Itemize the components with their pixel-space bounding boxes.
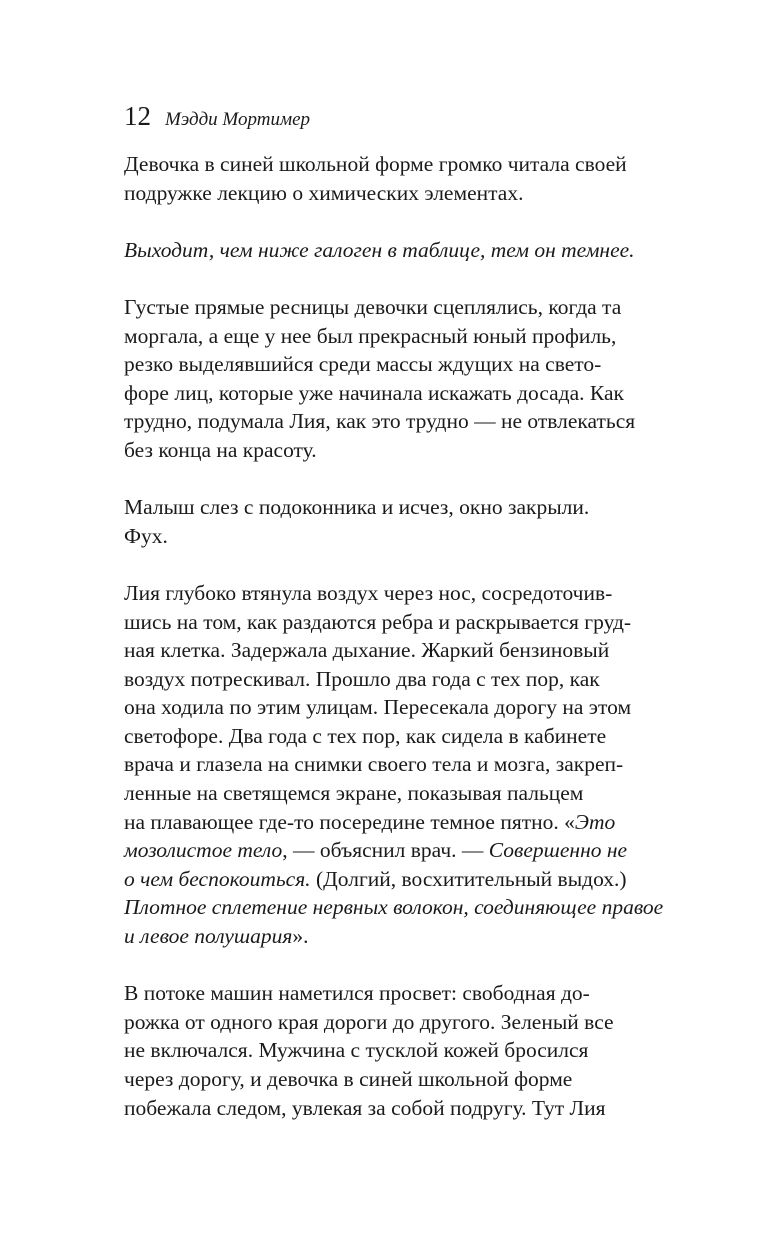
text-run: рожка от одного края дороги до другого. Зеленый все [124, 1009, 614, 1034]
text-run: Фух. [124, 523, 168, 548]
text-line [124, 608, 690, 637]
text-line [124, 579, 690, 608]
text-line [124, 322, 690, 351]
page-number: 12 [124, 101, 151, 131]
text-run: резко выделявшийся среди массы ждущих на свето- [124, 352, 602, 377]
text-run: подружке лекцию о химических элементах. [124, 180, 524, 205]
paragraph-gap [124, 951, 690, 980]
text-line [124, 779, 690, 808]
text-run: не включался. Мужчина с тусклой кожей бросился [124, 1038, 589, 1063]
text-line [124, 893, 690, 922]
text-line [124, 436, 690, 465]
italic-text-run: Плотное сплетение нервных волокон, соединяющее правое [124, 895, 664, 920]
text-run: шись на том, как раздаются ребра и раскрывается груд- [124, 609, 632, 634]
text-run: моргала, а еще у нее был прекрасный юный профиль, [124, 323, 617, 348]
text-run: В потоке машин наметился просвет: свободная до- [124, 981, 590, 1006]
text-line [124, 693, 690, 722]
text-run: ленные на светящемся экране, показывая пальцем [124, 781, 584, 806]
text-line [124, 407, 690, 436]
text-run: форе лиц, которые уже начинала искажать досада. Как [124, 380, 624, 405]
text-run: (Долгий, восхитительный выдох.) [310, 866, 627, 891]
italic-text-run: Выходит, чем ниже галоген в таблице, тем он темнее. [124, 237, 635, 262]
text-line [124, 979, 690, 1008]
text-run: ная клетка. Задержала дыхание. Жаркий бензиновый [124, 638, 610, 663]
text-line [124, 293, 690, 322]
text-line [124, 922, 690, 951]
text-line [124, 1036, 690, 1065]
text-run: через дорогу, и девочка в синей школьной форме [124, 1067, 573, 1091]
text-line [124, 836, 690, 865]
text-run: , — объяснил врач. — [282, 838, 489, 863]
text-run: Лия глубоко втянула воздух через нос, сосредоточив- [124, 580, 613, 605]
italic-text-run: и левое полушария [124, 924, 293, 949]
paragraph [124, 293, 690, 465]
text-line [124, 179, 690, 208]
text-run: на плавающее где-то посередине темное пятно. « [124, 809, 575, 834]
text-line [124, 493, 690, 522]
text-line [124, 1094, 690, 1123]
text-run: без конца на красоту. [124, 437, 317, 462]
text-run: Густые прямые ресницы девочки сцеплялись, когда та [124, 294, 622, 319]
paragraph-gap [124, 207, 690, 236]
italic-text-run: Совершенно не [488, 838, 628, 863]
paragraph-gap [124, 550, 690, 579]
text-line [124, 865, 690, 894]
text-run: она ходила по этим улицам. Пересекала дорогу на этом [124, 695, 632, 720]
text-line [124, 236, 690, 265]
text-line [124, 1065, 690, 1094]
text-line [124, 522, 690, 551]
italic-text-run: о чем беспокоиться. [124, 866, 311, 891]
paragraph [124, 493, 690, 550]
paragraph [124, 236, 690, 265]
text-line [124, 722, 690, 751]
paragraph [124, 150, 690, 207]
text-run: трудно, подумала Лия, как это трудно — не отвлекаться [124, 409, 636, 434]
running-head-author: Мэдди Мортимер [165, 109, 311, 130]
text-line [124, 150, 690, 179]
text-line [124, 379, 690, 408]
text-run: побежала следом, увлекая за собой подругу. Тут Лия [124, 1095, 606, 1120]
text-run: врача и глазела на снимки своего тела и мозга, закреп- [124, 752, 624, 777]
paragraph-gap [124, 264, 690, 293]
text-run: Девочка в синей школьной форме громко читала своей [124, 152, 627, 176]
text-run: светофоре. Два года с тех пор, как сидела в кабинете [124, 723, 607, 748]
paragraph [124, 979, 690, 1122]
text-run: ». [292, 924, 309, 949]
italic-text-run: Это [574, 809, 616, 834]
running-head [124, 96, 690, 136]
book-page [124, 96, 690, 1122]
text-line [124, 350, 690, 379]
text-line [124, 1008, 690, 1037]
text-line [124, 808, 690, 837]
text-line [124, 750, 690, 779]
italic-text-run: мозолистое тело [124, 838, 283, 863]
text-run: Малыш слез с подоконника и исчез, окно закрыли. [124, 495, 590, 520]
body-text [124, 150, 690, 1122]
paragraph [124, 579, 690, 951]
text-line [124, 665, 690, 694]
text-run: воздух потрескивал. Прошло два года с тех пор, как [124, 666, 600, 691]
paragraph-gap [124, 465, 690, 494]
text-line [124, 636, 690, 665]
